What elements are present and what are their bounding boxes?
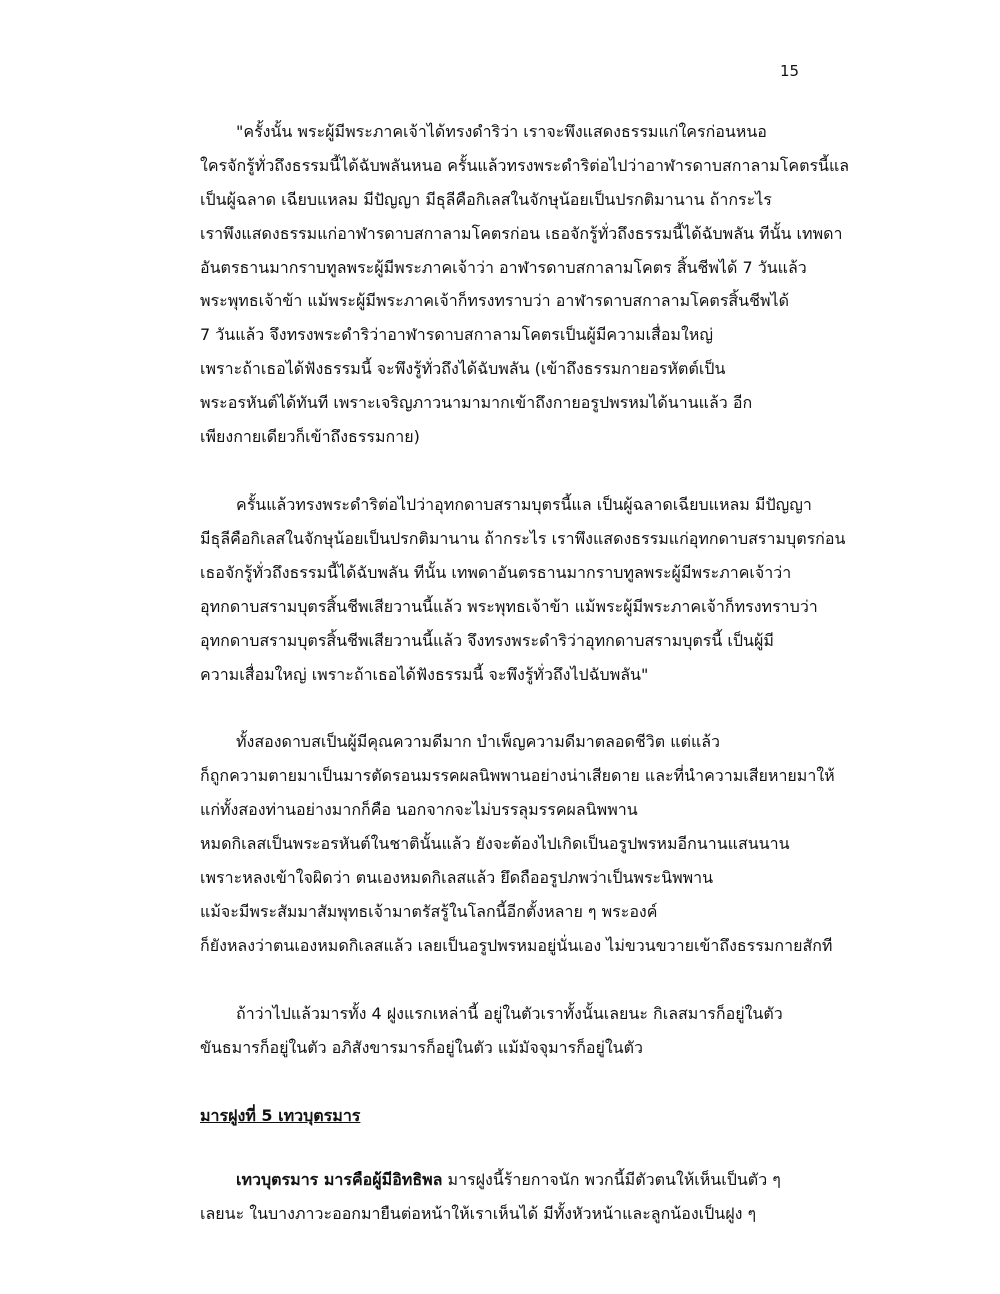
- paragraph-1-line: เพียงกายเดียวก็เข้าถึงธรรมกาย): [200, 427, 420, 446]
- paragraph-1-line: พระพุทธเจ้าข้า แม้พระผู้มีพระภาคเจ้าก็ทรงทราบว่า อาฬารดาบสกาลามโคตรสิ้นชีพได้: [200, 291, 789, 310]
- paragraph-2-line: เธอจักรู้ทั่วถึงธรรมนี้ได้ฉับพลัน ทีนั้น เทพดาอันตรธานมากราบทูลพระผู้มีพระภาคเจ้าว่า: [200, 563, 792, 582]
- paragraph-3-line: ก็ถูกความตายมาเป็นมารตัดรอนมรรคผลนิพพานอย่างน่าเสียดาย และที่นำความเสียหายมาให้: [200, 766, 835, 785]
- paragraph-4-line: ถ้าว่าไปแล้วมารทั้ง 4 ฝูงแรกเหล่านี้ อยู่ในตัวเราทั้งนั้นเลยนะ กิเลสมารก็อยู่ในตัว: [236, 1004, 783, 1023]
- paragraph-1-line: เป็นผู้ฉลาด เฉียบแหลม มีปัญญา มีธุลีคือกิเลสในจักษุน้อยเป็นปรกติมานาน ถ้ากระไร: [200, 190, 772, 209]
- paragraph-1-line: เราพึงแสดงธรรมแก่อาฬารดาบสกาลามโคตรก่อน เธอจักรู้ทั่วถึงธรรมนี้ได้ฉับพลัน ทีนั้น เทพดา: [200, 224, 843, 243]
- paragraph-1-line: อันตรธานมากราบทูลพระผู้มีพระภาคเจ้าว่า อาฬารดาบสกาลามโคตร สิ้นชีพได้ 7 วันแล้ว: [200, 258, 807, 277]
- paragraph-3-line: แก่ทั้งสองท่านอย่างมากก็คือ นอกจากจะไม่บรรลุมรรคผลนิพพาน: [200, 800, 638, 819]
- paragraph-2-line: อุทกดาบสรามบุตรสิ้นชีพเสียวานนี้แล้ว พระพุทธเจ้าข้า แม้พระผู้มีพระภาคเจ้าก็ทรงทราบว่า: [200, 597, 818, 616]
- paragraph-3-line: เพราะหลงเข้าใจผิดว่า ตนเองหมดกิเลสแล้ว ยึดถืออรูปภพว่าเป็นพระนิพพาน: [200, 868, 714, 887]
- paragraph-1-line: "ครั้งนั้น พระผู้มีพระภาคเจ้าได้ทรงดำริว่า เราจะพึงแสดงธรรมแก่ใครก่อนหนอ: [236, 122, 767, 141]
- paragraph-3-line: แม้จะมีพระสัมมาสัมพุทธเจ้ามาตรัสรู้ในโลกนี้อีกตั้งหลาย ๆ พระองค์: [200, 902, 658, 921]
- paragraph-5-line: เลยนะ ในบางภาวะออกมายืนต่อหน้าให้เราเห็นได้ มีทั้งหัวหน้าและลูกน้องเป็นฝูง ๆ: [200, 1204, 757, 1223]
- paragraph-5-line: [236, 1170, 781, 1190]
- paragraph-5-rest: มารฝูงนี้ร้ายกาจนัก พวกนี้มีตัวตนให้เห็นเป็นตัว ๆ: [442, 1170, 781, 1189]
- paragraph-3-line: ก็ยังหลงว่าตนเองหมดกิเลสแล้ว เลยเป็นอรูปพรหมอยู่นั่นเอง ไม่ขวนขวายเข้าถึงธรรมกายสักที: [200, 936, 833, 955]
- section-heading: มารฝูงที่ 5 เทวบุตรมาร: [200, 1106, 361, 1125]
- paragraph-5-bold-lead: เทวบุตรมาร มารคือผู้มีอิทธิพล: [236, 1170, 443, 1189]
- paragraph-3-line: หมดกิเลสเป็นพระอรหันต์ในชาตินั้นแล้ว ยังจะต้องไปเกิดเป็นอรูปพรหมอีกนานแสนนาน: [200, 834, 790, 853]
- paragraph-2-line: อุทกดาบสรามบุตรสิ้นชีพเสียวานนี้แล้ว จึงทรงพระดำริว่าอุทกดาบสรามบุตรนี้ เป็นผู้มี: [200, 631, 774, 650]
- paragraph-2-line: ครั้นแล้วทรงพระดำริต่อไปว่าอุทกดาบสรามบุตรนี้แล เป็นผู้ฉลาดเฉียบแหลม มีปัญญา: [236, 495, 812, 514]
- paragraph-1-line: เพราะถ้าเธอได้ฟังธรรมนี้ จะพึงรู้ทั่วถึงได้ฉับพลัน (เข้าถึงธรรมกายอรหัตต์เป็น: [200, 359, 726, 378]
- page-number: 15: [780, 62, 800, 80]
- paragraph-2-line: มีธุลีคือกิเลสในจักษุน้อยเป็นปรกติมานาน ถ้ากระไร เราพึงแสดงธรรมแก่อุทกดาบสรามบุตรก่อน: [200, 529, 846, 548]
- paragraph-1-line: พระอรหันต์ได้ทันที เพราะเจริญภาวนามามากเข้าถึงกายอรูปพรหมได้นานแล้ว อีก: [200, 393, 753, 412]
- paragraph-3-line: ทั้งสองดาบสเป็นผู้มีคุณความดีมาก บำเพ็ญความดีมาตลอดชีวิต แต่แล้ว: [236, 732, 721, 751]
- paragraph-2-line: ความเสื่อมใหญ่ เพราะถ้าเธอได้ฟังธรรมนี้ จะพึงรู้ทั่วถึงไปฉับพลัน": [200, 665, 649, 684]
- paragraph-4-line: ขันธมารก็อยู่ในตัว อภิสังขารมารก็อยู่ในตัว แม้มัจจุมารก็อยู่ในตัว: [200, 1038, 643, 1057]
- paragraph-1-line: 7 วันแล้ว จึงทรงพระดำริว่าอาฬารดาบสกาลามโคตรเป็นผู้มีความเสื่อมใหญ่: [200, 325, 713, 344]
- paragraph-1-line: ใครจักรู้ทั่วถึงธรรมนี้ได้ฉับพลันหนอ ครั้นแล้วทรงพระดำริต่อไปว่าอาฬารดาบสกาลามโคตรนี้แล: [200, 156, 850, 175]
